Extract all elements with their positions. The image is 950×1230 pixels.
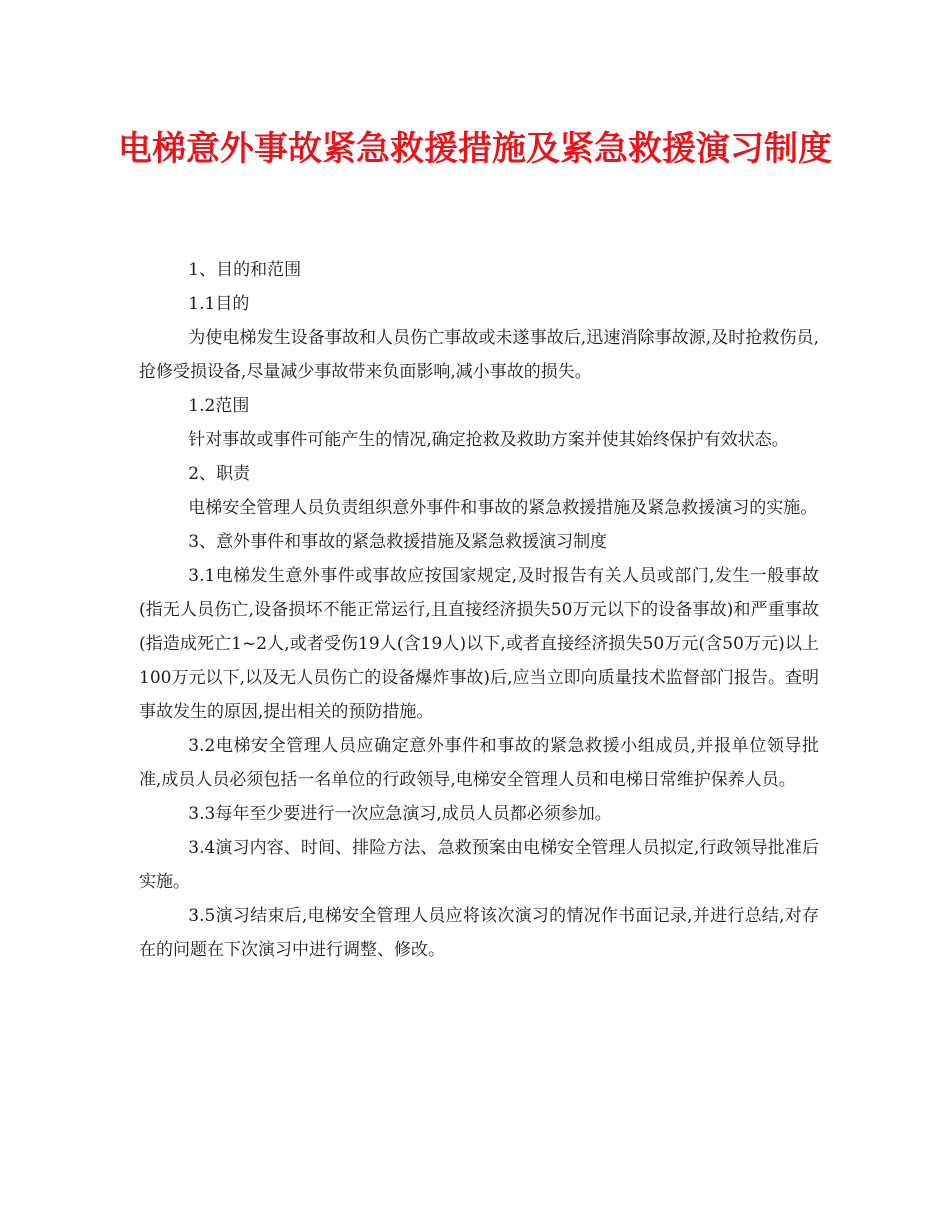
paragraph: 3.2电梯安全管理人员应确定意外事件和事故的紧急救援小组成员,并报单位领导批准,成员人员必须包括一名单位的行政领导,电梯安全管理人员和电梯日常维护保养人员。	[139, 736, 819, 790]
section-heading: 2、职责	[188, 464, 251, 484]
document-body	[139, 253, 819, 967]
document-title: 电梯意外事故紧急救援措施及紧急救援演习制度	[118, 129, 832, 169]
subsection-heading: 1.1目的	[188, 294, 250, 314]
paragraph: 为使电梯发生设备事故和人员伤亡事故或未遂事故后,迅速消除事故源,及时抢救伤员,抢修受损设备,尽量减少事故带来负面影响,减小事故的损失。	[139, 328, 819, 382]
section-heading: 3、意外事件和事故的紧急救援措施及紧急救援演习制度	[188, 532, 608, 552]
paragraph: 3.4演习内容、时间、排险方法、急救预案由电梯安全管理人员拟定,行政领导批准后实施。	[139, 838, 819, 892]
subsection-heading: 1.2范围	[188, 396, 250, 416]
paragraph: 3.3每年至少要进行一次应急演习,成员人员都必须参加。	[188, 804, 612, 824]
paragraph: 3.1电梯发生意外事件或事故应按国家规定,及时报告有关人员或部门,发生一般事故(指无人员伤亡,设备损坏不能正常运行,且直接经济损失50万元以下的设备事故)和严重事故(指造成死亡1~2人,或者受伤19人(含19人)以下,或者直接经济损失50万元(含50万元)以上100万元以下,以及无人员伤亡的设备爆炸事故)后,应当立即向质量技术监督部门报告。查明事故发生的原因,提出相关的预防措施。	[139, 566, 819, 722]
section-heading: 1、目的和范围	[188, 260, 302, 280]
paragraph: 针对事故或事件可能产生的情况,确定抢救及救助方案并使其始终保护有效状态。	[188, 430, 789, 450]
paragraph: 3.5演习结束后,电梯安全管理人员应将该次演习的情况作书面记录,并进行总结,对存在的问题在下次演习中进行调整、修改。	[139, 906, 819, 960]
paragraph: 电梯安全管理人员负责组织意外事件和事故的紧急救援措施及紧急救援演习的实施。	[188, 498, 818, 518]
